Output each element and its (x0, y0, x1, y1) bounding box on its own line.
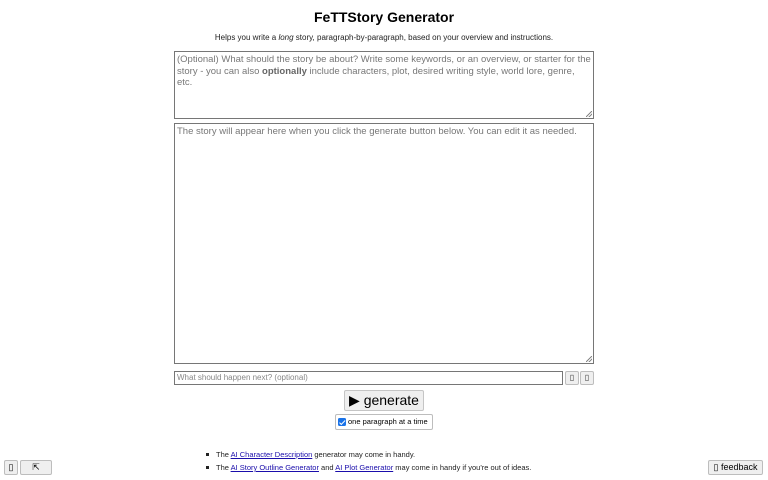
feedback-button[interactable]: ▯ feedback (708, 460, 763, 475)
tips-list (216, 448, 531, 474)
tip-text: The (216, 450, 231, 459)
checkbox-checked-icon[interactable] (338, 418, 346, 426)
ai-plot-generator-link[interactable]: AI Plot Generator (335, 463, 394, 472)
overview-placeholder: include characters, plot, desired writing style, world lore, genre, etc. (177, 65, 575, 88)
resize-handle-icon[interactable] (586, 356, 592, 362)
tip-text: and (318, 463, 336, 472)
subtitle-emphasis: long (278, 33, 294, 42)
resize-handle-icon[interactable] (586, 111, 592, 117)
story-placeholder: The story will appear here when you click the generate button below. You can edit it as needed. (177, 126, 577, 137)
generate-button[interactable]: ▶ generate (344, 390, 424, 411)
expand-button[interactable]: ⇱ (20, 460, 52, 475)
list-item (216, 448, 531, 461)
tip-text: generator may come in handy. (312, 450, 416, 459)
overview-placeholder: (Optional) What should the story be about? Write some keywords, or an overview, or starter for the story - you can also (177, 54, 591, 77)
subtitle-text: story, paragraph-by-paragraph, based on your overview and instructions. (293, 33, 554, 42)
subtitle-text: Helps you write a (214, 33, 279, 42)
overview-placeholder-bold: optionally (262, 65, 307, 77)
one-paragraph-option[interactable] (335, 414, 433, 430)
next-instruction-input[interactable] (174, 371, 563, 385)
corner-menu-button[interactable]: ▯ (4, 460, 18, 475)
next-option-button-1[interactable]: ▯ (565, 371, 579, 385)
story-textarea[interactable] (174, 123, 594, 364)
page-title: FeTTStory Generator (313, 9, 455, 25)
tip-text: may come in handy if you're out of ideas. (393, 463, 532, 472)
overview-textarea[interactable] (174, 51, 594, 119)
next-option-button-2[interactable]: ▯ (580, 371, 594, 385)
tip-text: The (216, 463, 231, 472)
ai-character-description-link[interactable]: AI Character Description (230, 450, 313, 459)
list-item (216, 461, 531, 474)
next-instruction-placeholder: What should happen next? (optional) (177, 373, 308, 382)
ai-story-outline-generator-link[interactable]: AI Story Outline Generator (230, 463, 319, 472)
page-subtitle (0, 33, 768, 43)
one-paragraph-label: one paragraph at a time (348, 417, 428, 426)
